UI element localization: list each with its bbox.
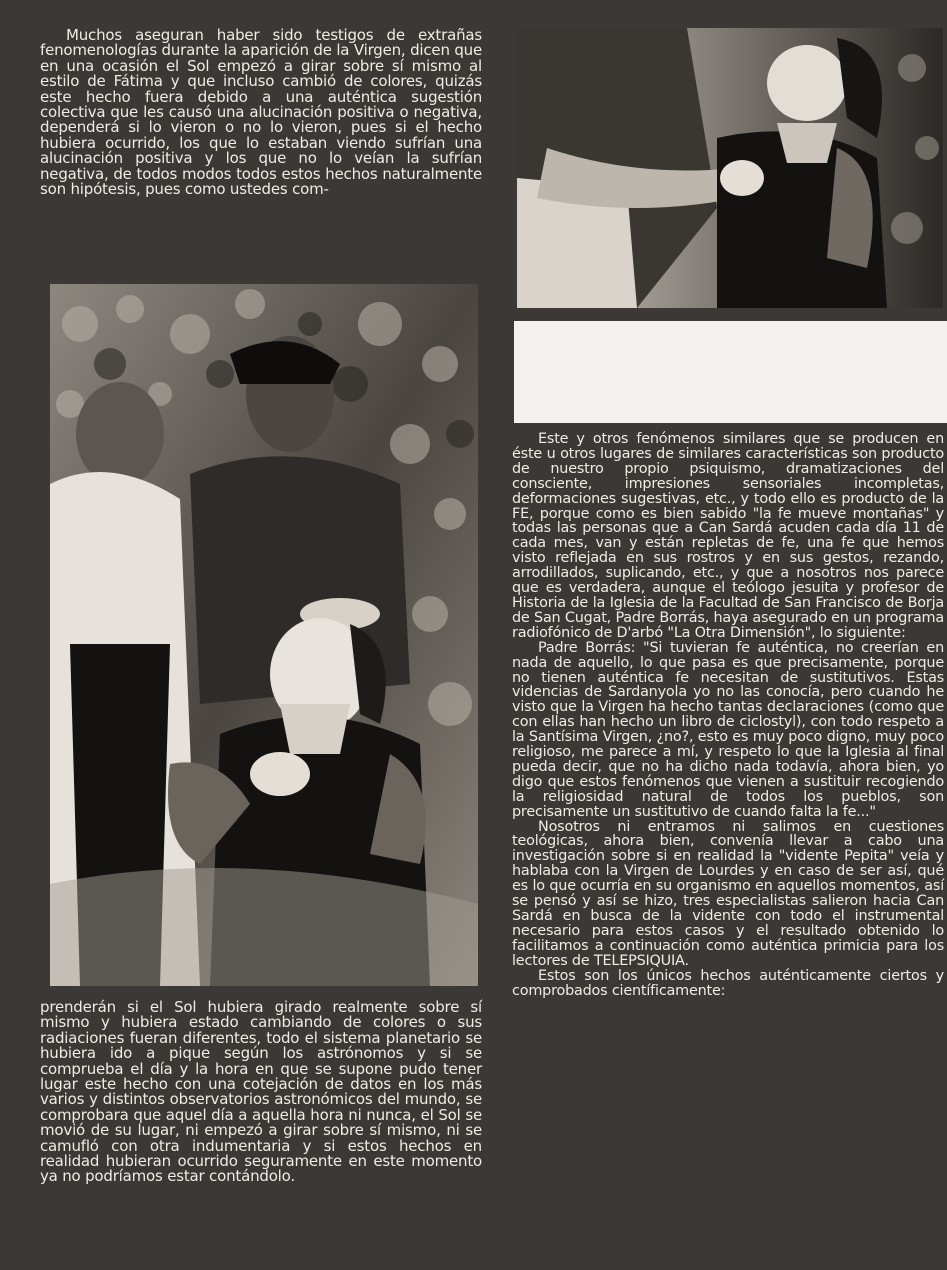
paragraph-1-continued: prenderán si el Sol hubiera girado realmente sobre sí mismo y hubiera estado cambiando de colores o sus radiaciones fueran diferentes, todo el sistema planetario se hubiera ido a pique según los astrónomos y si se comprueba el día y la hora en que se supone pudo tener lugar este hecho con una cotejación de datos en los más varios y distintos observatorios astronómicos del mundo, se comprobara que aquel día a aquella hora ni nunca, el Sol se movió de su lugar, ni empezó a girar sobre sí mismo, ni se camufló con otra indumentaria y si estos hechos en realidad hubieran ocurrido seguramente en este momento ya no podríamos estar contándolo. [40,998,482,1186]
paragraph-1: Muchos aseguran haber sido testigos de extrañas fenomenologías durante la aparición de la Virgen, dicen que en una ocasión el Sol empezó a girar sobre sí mismo al estilo de Fátima y que incluso cambió de colores, quizás este hecho fuera debido a una auténtica sugestión colectiva que les causó una alucinación positiva o negativa, dependerá si lo vieron o no lo vieron, pues si el hecho hubiera ocurrido, los que lo estaban viendo sufrían una alucinación positiva y los que no lo veían la sufrían negativa, de todos modos todos estos hechos naturalmente son hipótesis, pues como ustedes com- [40,26,482,199]
article-text-left-bottom [40,1000,482,1185]
blank-caption-box [514,321,947,423]
paragraph-5: Estos son los únicos hechos auténticamente ciertos y comprobados científicamente: [512,967,944,999]
paragraph-4: Nosotros ni entramos ni salimos en cuestiones teológicas, ahora bien, convenía llevar a cabo una investigación sobre si en realidad la "vidente Pepita" veía y hablaba con la Virgen de Lourdes y en caso de ser así, qué es lo que ocurría en su organismo en aquellos momentos, así se pensó y así se hizo, tres especialistas salieron hacia Can Sardá en busca de la vidente con todo el instrumental necesario para estos casos y el resultado obtenido lo facilitamos a continuación como auténtica primicia para los lectores de TELEPSIQUIA. [512,818,944,969]
article-text-left-top [40,28,482,197]
paragraph-2: Este y otros fenómenos similares que se producen en éste u otros lugares de similares características son producto de nuestro propio psiquismo, dramatizaciones del consciente, impresiones sensoriales incompletas, deformaciones sugestivas, etc., y todo ello es producto de la FE, porque como es bien sabido "la fe mueve montañas" y todas las personas que a Can Sardá acuden cada día 11 de cada mes, van y están repletas de fe, una fe que hemos visto reflejada en sus rostros y en sus gestos, rezando, arrodillados, suplicando, etc., y que a nosotros nos parece que es verdadera, aunque el teólogo jesuita y profesor de Historia de la Iglesia de la Facultad de San Francisco de Borja de San Cugat, Padre Borrás, haya asegurado en un programa radiofónico de D'arbó "La Otra Dimensión", lo siguiente: [512,431,944,641]
photo-vidente-closeup [517,28,943,308]
photo-vidente-group [50,284,478,986]
paragraph-3: Padre Borrás: "Si tuvieran fe auténtica, no creerían en nada de aquello, lo que pasa es que precisamente, porque no tienen auténtica fe necesitan de sustitutivos. Estas videncias de Sardanyola yo no las conocía, pero cuando he visto que la Virgen ha hecho tantas declaraciones (como que con ellas han hecho un libro de ciclostyl), con todo respeto a la Santísima Virgen, ¿no?, esto es muy poco digno, muy poco religioso, me parece a mí, y respeto lo que la Iglesia al final pueda decir, que no ha dicho nada todavía, ahora bien, yo digo que estos fenómenos que vienen a sustituir recogiendo la religiosidad natural de todos los pueblos, son precisamente un sustitutivo de cuando falta la fe..." [512,639,944,820]
article-text-right [512,432,944,998]
